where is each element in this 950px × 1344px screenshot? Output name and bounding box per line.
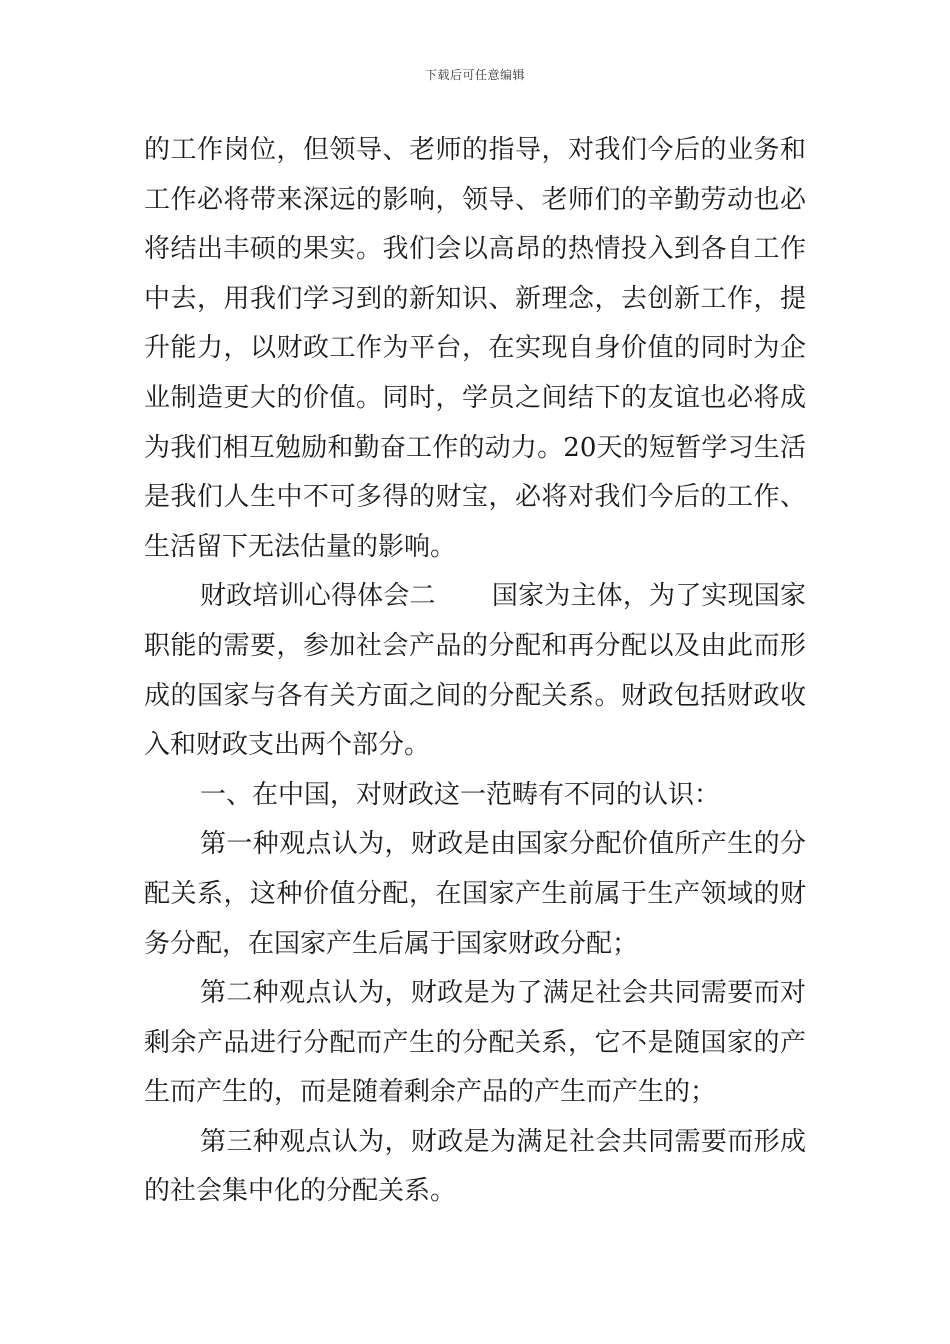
text-line: 成的国家与各有关方面之间的分配关系。财政包括财政收	[144, 680, 806, 711]
text-line: 生而产生的，而是随着剩余产品的产生而产生的；	[144, 1077, 717, 1108]
text-line: 将结出丰硕的果实。我们会以高昂的热情投入到各自工作	[144, 234, 806, 265]
header-note: 下载后可任意编辑	[424, 68, 525, 82]
text-line: 的工作岗位，但领导、老师的指导，对我们今后的业务和	[144, 135, 806, 165]
text-line: 入和财政支出两个部分。	[144, 730, 431, 761]
section-heading: 财政培训心得体会二	[200, 581, 436, 612]
text-line: 第一种观点认为，财政是由国家分配价值所产生的分	[200, 829, 806, 860]
text-line: 为我们相互勉励和勤奋工作的动力。20天的短暂学习生活	[144, 432, 806, 463]
text-line: 职能的需要，参加社会产品的分配和再分配以及由此而形	[144, 630, 806, 661]
text-line: 业制造更大的价值。同时，学员之间结下的友谊也必将成	[144, 382, 806, 413]
text-line: 务分配，在国家产生后属于国家财政分配；	[144, 928, 639, 959]
text-line: 的社会集中化的分配关系。	[144, 1176, 457, 1207]
section-heading-line	[144, 572, 806, 622]
text-line: 第二种观点认为，财政是为了满足社会共同需要而对	[200, 978, 806, 1009]
text-line: 生活留下无法估量的影响。	[144, 531, 457, 562]
text-line: 第三种观点认为，财政是为满足社会共同需要而形成	[200, 1126, 806, 1157]
text-line: 剩余产品进行分配而产生的分配关系，它不是随国家的产	[144, 1027, 806, 1058]
body-text	[144, 126, 806, 1217]
text-line: 中去，用我们学习到的新知识、新理念，去创新工作，提	[144, 283, 806, 314]
heading-continuation: 国家为主体，为了实现国家	[491, 581, 806, 612]
text-line: 配关系，这种价值分配，在国家产生前属于生产领域的财	[144, 878, 806, 909]
text-line: 是我们人生中不可多得的财宝，必将对我们今后的工作、	[144, 482, 806, 513]
text-line: 工作必将带来深远的影响，领导、老师们的辛勤劳动也必	[144, 184, 806, 215]
list-heading: 一、在中国，对财政这一范畴有不同的认识：	[200, 779, 721, 810]
text-line: 升能力，以财政工作为平台，在实现自身价值的同时为企	[144, 333, 806, 364]
